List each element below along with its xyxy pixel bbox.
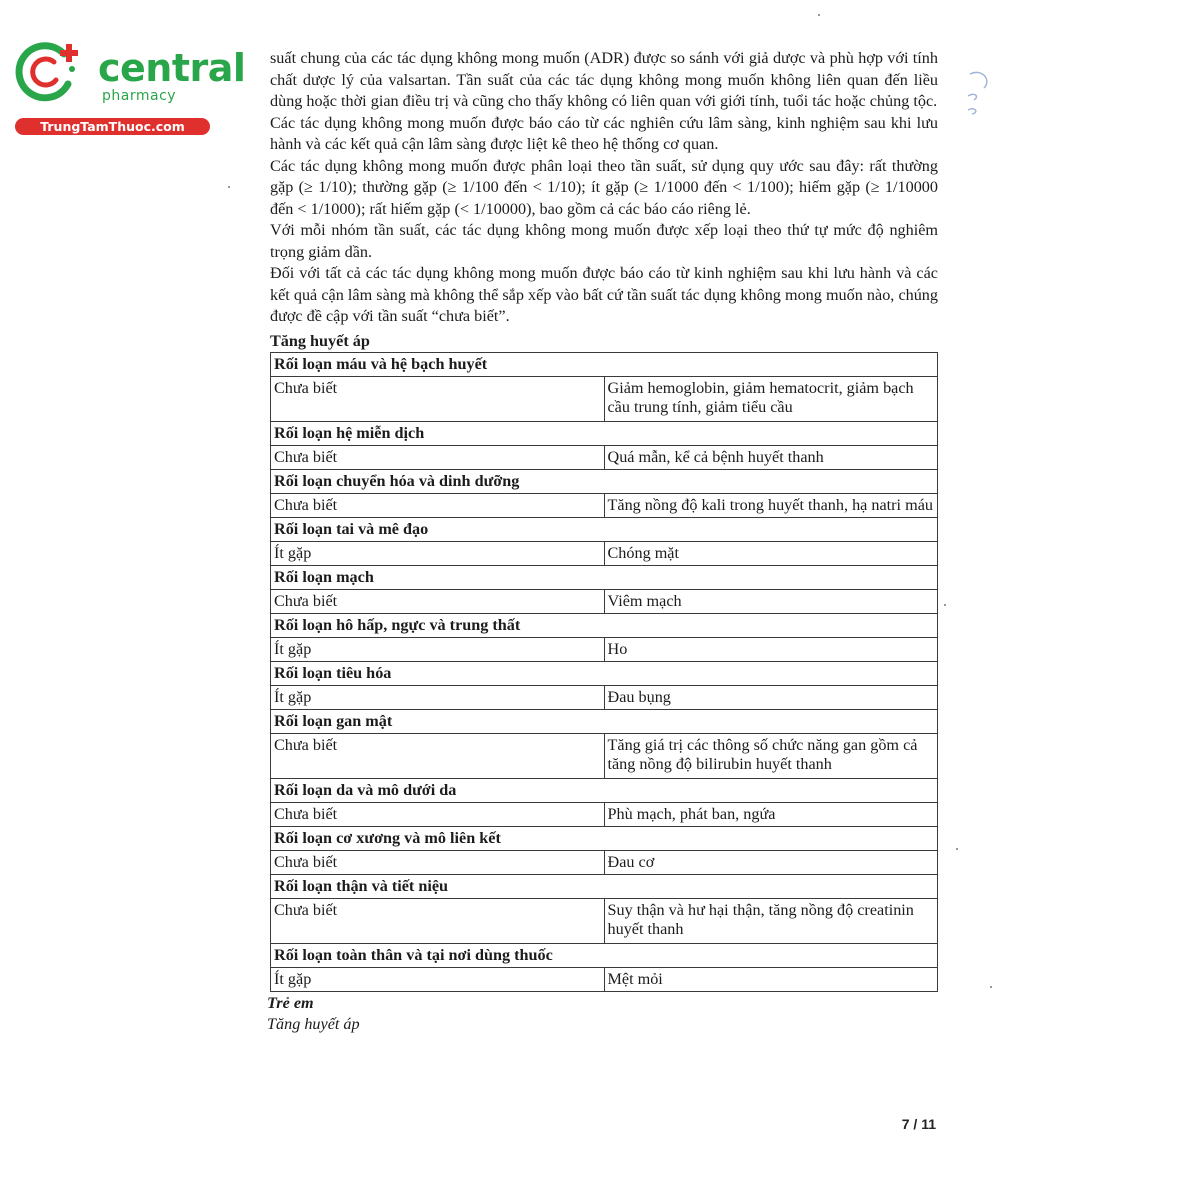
group-title: Rối loạn hô hấp, ngực và trung thất	[271, 613, 938, 637]
group-title: Rối loạn cơ xương và mô liên kết	[271, 826, 938, 850]
table-row	[271, 493, 938, 517]
frequency-cell: Ít gặp	[271, 637, 605, 661]
frequency-cell: Chưa biết	[271, 376, 605, 421]
children-heading: Trẻ em	[267, 993, 314, 1012]
table-group-header	[271, 517, 938, 541]
effects-cell: Đau bụng	[604, 685, 938, 709]
table-row	[271, 637, 938, 661]
table-row	[271, 541, 938, 565]
effects-cell: Giảm hemoglobin, giảm hematocrit, giảm bạch cầu trung tính, giảm tiểu cầu	[604, 376, 938, 421]
frequency-cell: Chưa biết	[271, 898, 605, 943]
margin-scribble-icon	[960, 66, 1000, 126]
scan-speck	[944, 604, 946, 606]
paragraph-frequency-convention: Các tác dụng không mong muốn được phân loại theo tần suất, sử dụng quy ước sau đây: rất thường gặp (≥ 1/10); thường gặp (≥ 1/100 đến < 1/10); ít gặp (≥ 1/1000 đến < 1/100); hiếm gặp (≥ 1/10000 đến < 1/1000); rất hiếm gặp (< 1/10000), bao gồm cả các báo cáo riêng lẻ.	[270, 156, 938, 218]
effects-cell: Đau cơ	[604, 850, 938, 874]
group-title: Rối loạn gan mật	[271, 709, 938, 733]
group-title: Rối loạn tiêu hóa	[271, 661, 938, 685]
table-row	[271, 850, 938, 874]
logo-url-badge[interactable]: TrungTamThuoc.com	[15, 118, 210, 135]
effects-cell: Viêm mạch	[604, 589, 938, 613]
group-title: Rối loạn mạch	[271, 565, 938, 589]
table-group-header	[271, 826, 938, 850]
table-group-header	[271, 778, 938, 802]
scan-speck	[818, 14, 820, 16]
table-row	[271, 802, 938, 826]
table-group-header	[271, 661, 938, 685]
table-row	[271, 445, 938, 469]
page-number: 7 / 11	[901, 1116, 936, 1132]
frequency-cell: Chưa biết	[271, 802, 605, 826]
table-row	[271, 898, 938, 943]
effects-cell: Phù mạch, phát ban, ngứa	[604, 802, 938, 826]
paragraph-adr-sources: Các tác dụng không mong muốn được báo cáo từ các nghiên cứu lâm sàng, kinh nghiệm sau khi lưu hành và các kết quả cận lâm sàng được liệt kê theo hệ thống cơ quan.	[270, 113, 938, 153]
scan-speck	[228, 186, 230, 188]
effects-cell: Suy thận và hư hại thận, tăng nồng độ creatinin huyết thanh	[604, 898, 938, 943]
table-group-header	[271, 874, 938, 898]
adverse-effects-table	[270, 352, 938, 992]
frequency-cell: Chưa biết	[271, 493, 605, 517]
frequency-cell: Chưa biết	[271, 733, 605, 778]
group-title: Rối loạn thận và tiết niệu	[271, 874, 938, 898]
pharmacy-logo[interactable]	[12, 38, 246, 138]
paragraph-severity-order: Với mỗi nhóm tần suất, các tác dụng không mong muốn được xếp loại theo thứ tự mức độ nghiêm trọng giảm dần.	[270, 221, 938, 261]
paragraph-unknown-frequency: Đối với tất cả các tác dụng không mong muốn được báo cáo từ kinh nghiệm sau khi lưu hành và các kết quả cận lâm sàng mà không thể sắp xếp vào bất cứ tần suất tác dụng không mong muốn nào, chúng được đề cập với tần suất “chưa biết”.	[270, 264, 938, 325]
section-title-hypertension: Tăng huyết áp	[270, 331, 370, 350]
effects-cell: Mệt mỏi	[604, 967, 938, 991]
effects-cell: Ho	[604, 637, 938, 661]
effects-cell: Quá mẫn, kể cả bệnh huyết thanh	[604, 445, 938, 469]
group-title: Rối loạn chuyển hóa và dinh dưỡng	[271, 469, 938, 493]
group-title: Rối loạn hệ miễn dịch	[271, 421, 938, 445]
frequency-cell: Ít gặp	[271, 541, 605, 565]
group-title: Rối loạn toàn thân và tại nơi dùng thuốc	[271, 943, 938, 967]
group-title: Rối loạn da và mô dưới da	[271, 778, 938, 802]
group-title: Rối loạn máu và hệ bạch huyết	[271, 352, 938, 376]
table-group-header	[271, 352, 938, 376]
logo-brand-sub: pharmacy	[102, 88, 177, 104]
document-content	[267, 48, 938, 1035]
table-row	[271, 376, 938, 421]
scan-speck	[990, 986, 992, 988]
children-subheading: Tăng huyết áp	[267, 1014, 360, 1033]
scan-speck	[956, 848, 958, 850]
table-group-header	[271, 469, 938, 493]
table-group-header	[271, 565, 938, 589]
paragraph-adr-intro: suất chung của các tác dụng không mong muốn (ADR) được so sánh với giả dược và phù hợp với tính chất dược lý của valsartan. Tần suất của các tác dụng không mong muốn không liên quan đến liều dùng hoặc thời gian điều trị và cũng cho thấy không có liên quan với giới tính, tuổi tác hoặc chủng tộc.	[270, 49, 938, 110]
effects-cell: Chóng mặt	[604, 541, 938, 565]
frequency-cell: Ít gặp	[271, 685, 605, 709]
logo-brand-name: central	[98, 46, 246, 90]
effects-cell: Tăng nồng độ kali trong huyết thanh, hạ natri máu	[604, 493, 938, 517]
table-row	[271, 589, 938, 613]
effects-cell: Tăng giá trị các thông số chức năng gan gồm cả tăng nồng độ bilirubin huyết thanh	[604, 733, 938, 778]
table-row	[271, 733, 938, 778]
central-pharmacy-logo-icon	[12, 38, 90, 104]
frequency-cell: Chưa biết	[271, 589, 605, 613]
table-row	[271, 685, 938, 709]
table-row	[271, 967, 938, 991]
frequency-cell: Chưa biết	[271, 445, 605, 469]
frequency-cell: Ít gặp	[271, 967, 605, 991]
table-group-header	[271, 421, 938, 445]
table-group-header	[271, 943, 938, 967]
group-title: Rối loạn tai và mê đạo	[271, 517, 938, 541]
table-group-header	[271, 709, 938, 733]
table-group-header	[271, 613, 938, 637]
frequency-cell: Chưa biết	[271, 850, 605, 874]
